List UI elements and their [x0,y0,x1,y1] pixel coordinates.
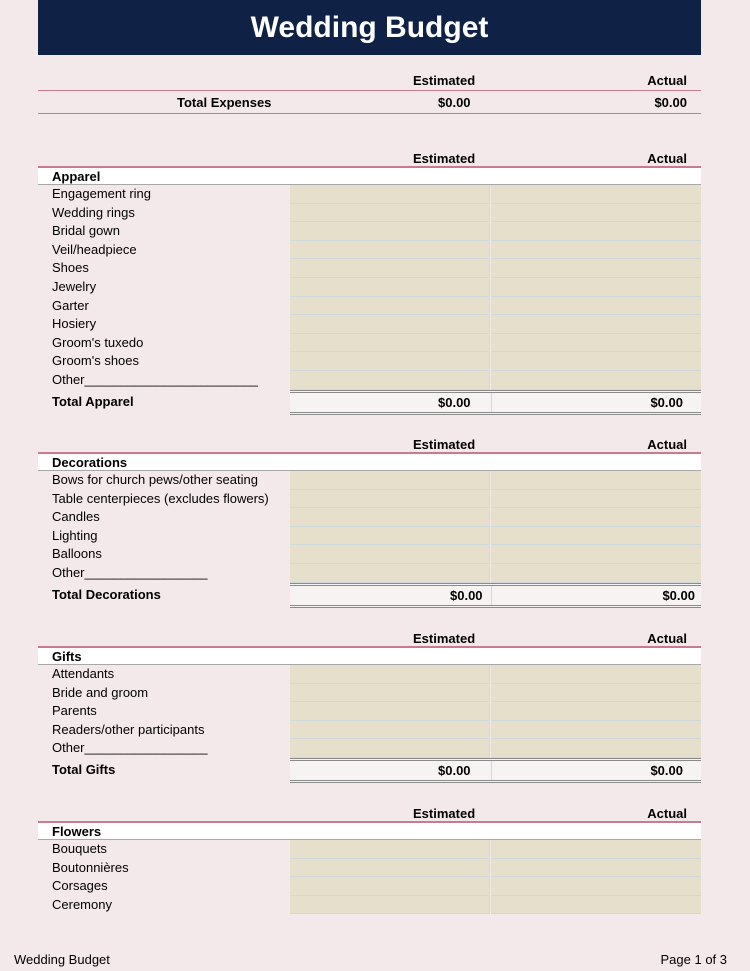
estimated-input-cell[interactable] [290,315,490,334]
category-heading: Gifts [38,646,701,665]
line-item-label: Balloons [52,546,102,562]
estimated-input-cell[interactable] [290,721,490,740]
estimated-input-cell[interactable] [290,241,490,260]
estimated-input-cell[interactable] [290,471,490,490]
line-item-label: Ceremony [52,896,112,912]
line-item [38,490,701,509]
total-label: Total Decorations [52,586,161,602]
total-actual: $0.00 [650,762,683,778]
actual-input-cell[interactable] [491,185,701,204]
line-item [38,278,701,297]
line-item-label: Other________________________ [52,371,259,387]
line-item-label: Other_________________ [52,740,208,756]
line-item-label: Groom's tuxedo [52,334,144,350]
total-divider [491,393,492,412]
total-expenses-actual: $0.00 [654,95,687,110]
section-apparel [38,151,701,412]
actual-input-cell[interactable] [491,721,701,740]
actual-column-header: Actual [647,631,687,646]
section-column-headers [38,151,701,166]
line-item [38,739,701,758]
item-list [38,185,701,390]
line-item-label: Readers/other participants [52,721,205,737]
line-item [38,564,701,583]
estimated-column-header: Estimated [413,73,476,88]
actual-input-cell[interactable] [491,684,701,703]
line-item-label: Bridal gown [52,223,120,239]
summary-table [38,73,701,114]
page-title: Wedding Budget [38,0,701,55]
estimated-input-cell[interactable] [290,185,490,204]
line-item [38,721,701,740]
total-estimated: $0.00 [438,762,471,778]
total-actual: $0.00 [662,587,695,603]
line-item [38,185,701,204]
estimated-input-cell[interactable] [290,564,490,583]
line-item-label: Attendants [52,666,115,681]
total-cell-box [290,758,701,783]
actual-input-cell[interactable] [491,371,701,390]
line-item-label: Wedding rings [52,204,135,220]
line-item [38,371,701,390]
line-item [38,259,701,278]
line-item [38,471,701,490]
total-expenses-row [38,91,701,113]
line-item-label: Corsages [52,878,108,894]
estimated-input-cell[interactable] [290,278,490,297]
line-item [38,241,701,260]
line-item-label: Table centerpieces (excludes flowers) [52,490,269,506]
section-column-headers [38,437,701,452]
estimated-input-cell[interactable] [290,840,490,859]
total-divider [491,761,492,780]
line-item-label: Veil/headpiece [52,241,137,257]
actual-input-cell[interactable] [491,334,701,353]
footer-page-number: Page 1 of 3 [660,952,727,967]
line-item [38,545,701,564]
line-item [38,334,701,353]
total-row [38,583,701,605]
line-item [38,840,701,859]
actual-input-cell[interactable] [491,204,701,223]
estimated-input-cell[interactable] [290,222,490,241]
actual-column-header: Actual [647,151,687,166]
footer-document-name: Wedding Budget [14,952,110,967]
section-flowers [38,806,701,914]
line-item [38,222,701,241]
line-item-label: Jewelry [52,278,97,294]
category-heading: Flowers [38,821,701,840]
line-item [38,684,701,703]
actual-input-cell[interactable] [491,702,701,721]
line-item-label: Candles [52,509,100,525]
estimated-input-cell[interactable] [290,352,490,371]
actual-input-cell[interactable] [491,352,701,371]
line-item-label: Hosiery [52,316,97,332]
actual-input-cell[interactable] [491,545,701,564]
estimated-input-cell[interactable] [290,665,490,684]
section-column-headers [38,631,701,646]
line-item-label: Lighting [52,527,98,543]
line-item [38,315,701,334]
actual-input-cell[interactable] [491,259,701,278]
estimated-input-cell[interactable] [290,527,490,546]
actual-input-cell[interactable] [491,297,701,316]
line-item-label: Boutonnières [52,859,129,875]
item-list [38,471,701,583]
actual-input-cell[interactable] [491,527,701,546]
actual-input-cell[interactable] [491,665,701,684]
category-heading: Decorations [38,452,701,471]
total-label: Total Gifts [52,761,116,777]
section-gifts [38,631,701,780]
actual-column-header: Actual [647,73,687,88]
item-list [38,665,701,758]
summary-rule-bottom [38,113,701,114]
item-list [38,840,701,914]
total-cell-box [290,583,701,608]
line-item-label: Bows for church pews/other seating [52,472,258,487]
estimated-input-cell[interactable] [290,371,490,390]
actual-input-cell[interactable] [491,315,701,334]
estimated-column-header: Estimated [413,437,476,452]
actual-input-cell[interactable] [491,241,701,260]
total-cell-box [290,390,701,415]
actual-input-cell[interactable] [491,490,701,509]
actual-column-header: Actual [647,437,687,452]
total-actual: $0.00 [650,394,683,410]
actual-input-cell[interactable] [491,564,701,583]
estimated-input-cell[interactable] [290,297,490,316]
total-expenses-estimated: $0.00 [438,95,471,110]
section-decorations [38,437,701,605]
estimated-column-header: Estimated [413,151,476,166]
line-item-label: Engagement ring [52,186,152,201]
summary-header-row [38,73,701,90]
actual-input-cell[interactable] [491,508,701,527]
actual-input-cell[interactable] [491,278,701,297]
total-divider [491,586,492,605]
actual-input-cell[interactable] [491,896,701,915]
line-item [38,665,701,684]
line-item-label: Bride and groom [52,684,149,700]
actual-input-cell[interactable] [491,840,701,859]
estimated-input-cell[interactable] [290,739,490,758]
section-column-headers [38,806,701,821]
estimated-input-cell[interactable] [290,259,490,278]
total-expenses-label: Total Expenses [177,95,272,110]
estimated-input-cell[interactable] [290,684,490,703]
line-item-label: Shoes [52,260,89,276]
actual-input-cell[interactable] [491,739,701,758]
line-item [38,702,701,721]
line-item [38,352,701,371]
estimated-input-cell[interactable] [290,545,490,564]
estimated-column-header: Estimated [413,806,476,821]
estimated-input-cell[interactable] [290,877,490,896]
line-item-label: Other_________________ [52,564,208,580]
line-item [38,877,701,896]
line-item-label: Bouquets [52,841,107,856]
estimated-column-header: Estimated [413,631,476,646]
actual-column-header: Actual [647,806,687,821]
line-item-label: Parents [52,703,97,719]
line-item [38,527,701,546]
estimated-input-cell[interactable] [290,896,490,915]
line-item [38,297,701,316]
total-row [38,758,701,780]
actual-input-cell[interactable] [491,877,701,896]
line-item [38,204,701,223]
estimated-input-cell[interactable] [290,702,490,721]
total-estimated: $0.00 [438,394,471,410]
line-item [38,859,701,878]
line-item-label: Garter [52,297,89,313]
actual-input-cell[interactable] [491,471,701,490]
estimated-input-cell[interactable] [290,490,490,509]
total-label: Total Apparel [52,393,134,409]
estimated-input-cell[interactable] [290,204,490,223]
estimated-input-cell[interactable] [290,508,490,527]
estimated-input-cell[interactable] [290,859,490,878]
line-item-label: Groom's shoes [52,353,140,369]
category-heading: Apparel [38,166,701,185]
estimated-input-cell[interactable] [290,334,490,353]
total-row [38,390,701,412]
line-item [38,508,701,527]
total-estimated: $0.00 [450,587,483,603]
line-item [38,896,701,915]
actual-input-cell[interactable] [491,859,701,878]
actual-input-cell[interactable] [491,222,701,241]
